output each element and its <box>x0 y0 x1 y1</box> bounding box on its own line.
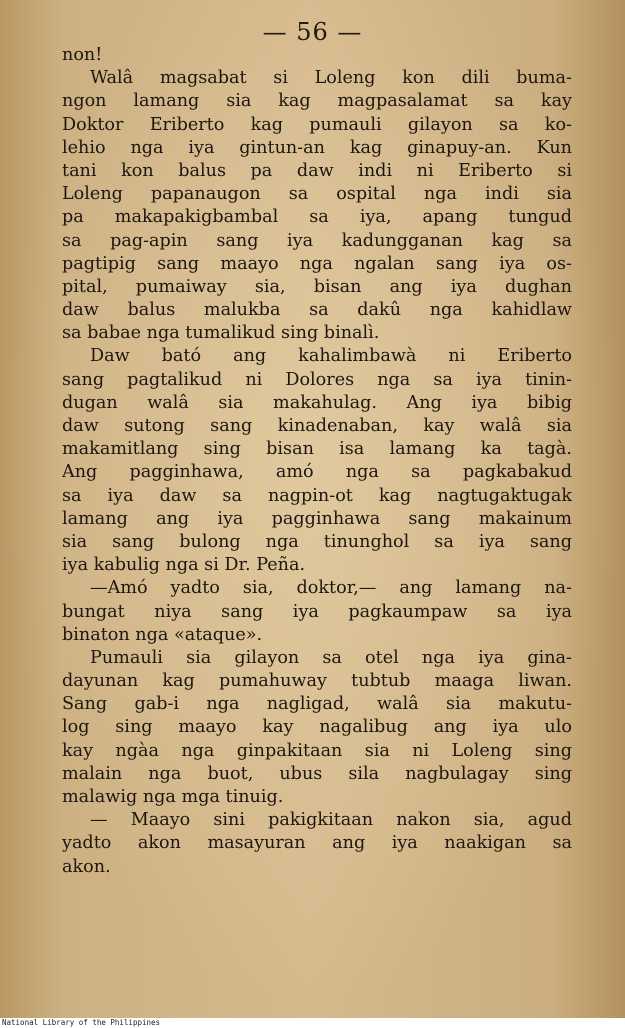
text-line: lehio nga iya gintun-an kag ginapuy-an. Kun <box>62 137 572 158</box>
text-line: sang pagtalikud ni Dolores nga sa iya tinin- <box>62 369 572 390</box>
text-line: dugan walâ sia makahulag. Ang iya bibig <box>62 392 572 413</box>
text-line: Daw bató ang kahalimbawà ni Eriberto <box>90 346 572 367</box>
text-line: iya kabulig nga si Dr. Peña. <box>62 555 306 576</box>
text-line: lamang ang iya pagginhawa sang makainum <box>62 508 572 529</box>
text-line: Pumauli sia gilayon sa otel nga iya gina- <box>90 647 572 668</box>
text-line: pital, pumaiway sia, bisan ang iya dughan <box>62 276 572 297</box>
library-credit: National Library of the Philippines <box>2 1018 161 1027</box>
text-line: non! <box>62 45 103 65</box>
text-line: log sing maayo kay nagalibug ang iya ulo <box>62 717 572 738</box>
text-line: Loleng papanaugon sa ospital nga indi sia <box>62 184 572 205</box>
text-line: sa babae nga tumalikud sing binalì. <box>62 323 380 344</box>
text-line: malain nga buot, ubus sila nagbulagay sing <box>62 763 572 784</box>
text-line: dayunan kag pumahuway tubtub maaga liwan. <box>62 671 572 692</box>
text-line: — Maayo sini pakigkitaan nakon sia, agud <box>90 810 572 831</box>
text-line: sa iya daw sa nagpin-ot kag nagtugaktugak <box>62 485 572 506</box>
text-line: pa makapakigbambal sa iya, apang tungud <box>62 207 572 228</box>
text-line: binaton nga «ataque». <box>62 624 263 645</box>
text-line: yadto akon masayuran ang iya naakigan sa <box>62 833 572 854</box>
text-line: sia sang bulong nga tinunghol sa iya sang <box>62 531 572 552</box>
text-line: daw sutong sang kinadenaban, kay walâ sia <box>62 416 572 436</box>
text-line: Ang pagginhawa, amó nga sa pagkabakud <box>62 462 572 483</box>
text-line: akon. <box>62 856 111 877</box>
text-line: Sang gab-i nga nagligad, walâ sia makutu- <box>62 694 572 715</box>
text-line: Doktor Eriberto kag pumauli gilayon sa ko- <box>62 114 572 135</box>
text-line: kay ngàa nga ginpakitaan sia ni Loleng sing <box>62 740 572 761</box>
body-text <box>62 44 572 879</box>
text-line: malawig nga mga tinuig. <box>62 787 284 807</box>
text-line: Walâ magsabat si Loleng kon dili buma- <box>90 68 572 89</box>
text-line: sa pag-apin sang iya kadungganan kag sa <box>62 230 572 251</box>
text-line: bungat niya sang iya pagkaumpaw sa iya <box>62 601 572 622</box>
text-line: ngon lamang sia kag magpasalamat sa kay <box>62 91 572 112</box>
text-line: pagtipig sang maayo nga ngalan sang iya os- <box>62 253 572 274</box>
text-line: —Amó yadto sia, doktor,— ang lamang na- <box>90 578 572 599</box>
page-number: — 56 — <box>262 18 363 46</box>
text-line: daw balus malukba sa dakû nga kahidlaw <box>62 300 572 321</box>
text-line: tani kon balus pa daw indi ni Eriberto si <box>62 160 572 181</box>
text-line: makamitlang sing bisan isa lamang ka tagà. <box>62 439 572 460</box>
